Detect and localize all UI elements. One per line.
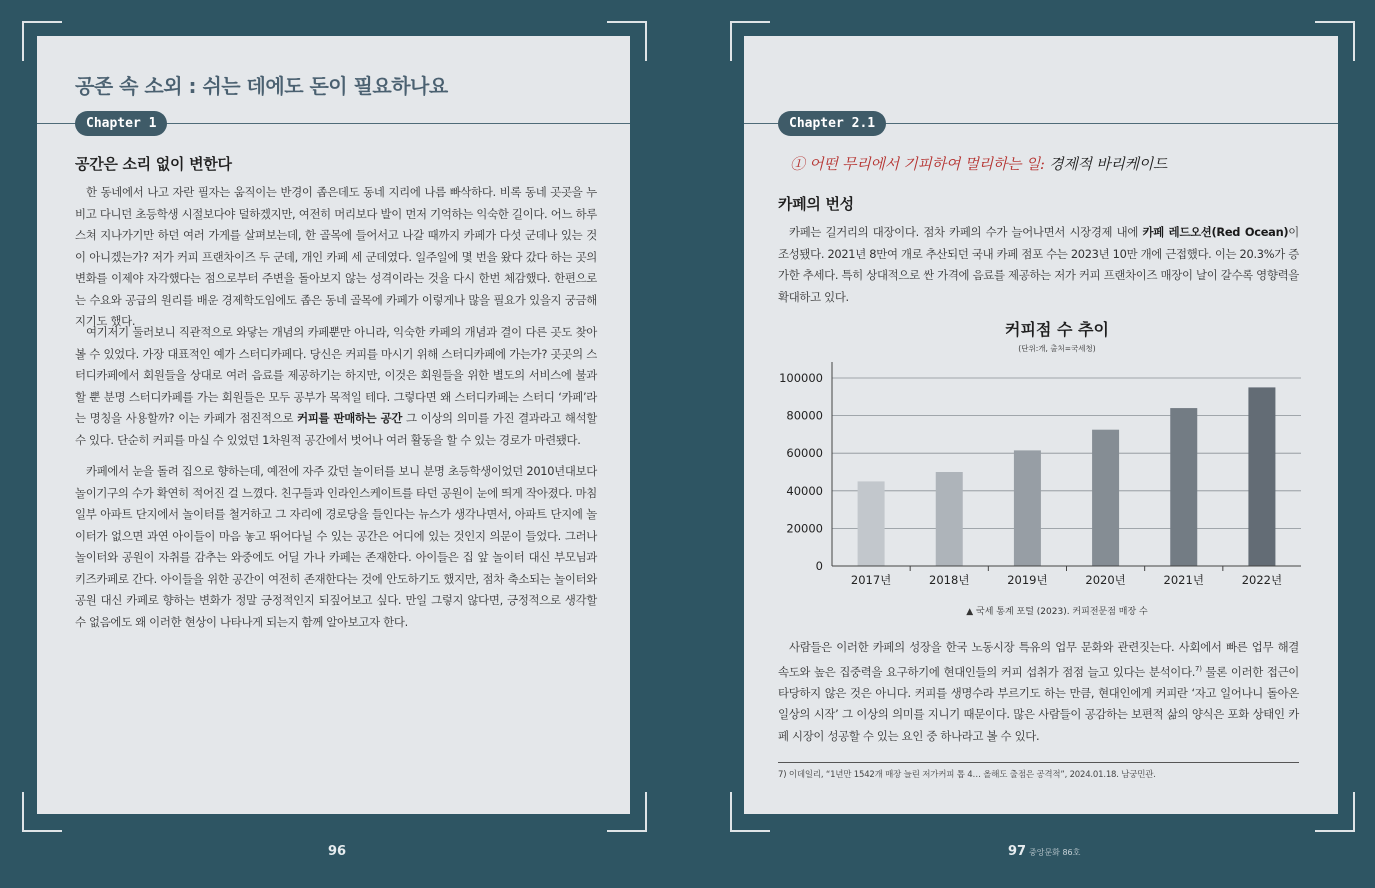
subtitle-definition: ① 어떤 무리에서 기피하여 멀리하는 일: [790, 155, 1045, 173]
text-run: 물론 이러한 접근이 타당하지 않은 것은 아니다. 커피를 생명수라 부르기도 하는 만큼, 현대인에게 커피란 ‘자고 일어나니 돌아온 일상의 시작’ 그 이상의 의미를 지니기 때문이다. 많은 사람들이 공감하는 보편적 삶의 양식은 포화 상태인 카페 시장이 성공할 수 있는 요인 중 하나라고 볼 수 있다. [778, 664, 1299, 743]
body-paragraph [75, 322, 597, 451]
section-heading: 카페의 번성 [778, 195, 854, 213]
bar-2017년 [858, 481, 885, 566]
x-tick-label: 2017년 [850, 573, 892, 587]
text-run: 사람들은 이러한 카페의 성장을 한국 노동시장 특유의 업무 문화와 관련짓는다. 사회에서 빠른 업무 해결 속도와 높은 집중력을 요구하기에 현대인들의 커피 섭취가 점점 늘고 있다는 분석이다. [778, 640, 1299, 679]
chart-subtitle: (단위:개, 출처=국세청) [1018, 344, 1096, 353]
page-number: 97 [1008, 844, 1027, 859]
section-heading: 공간은 소리 없이 변한다 [75, 155, 232, 173]
text-run: 여기저기 둘러보니 직관적으로 와닿는 개념의 카페뿐만 아니라, 익숙한 카페의 개념과 결이 다른 곳도 찾아볼 수 있었다. 가장 대표적인 예가 스터디카페다. 당신은 커피를 마시기 위해 스터디카페에 가는가? 곳곳의 스터디카페에서 회원들을 상대로 여러 음료를 제공하기는 하지만, 이것은 회원들을 위한 별도의 서비스에 불과할 뿐 분명 스터디카페를 가는 회원들은 모두 공부가 목적일 테다. 그렇다면 왜 스터디카페는 스터디 ‘카페’라는 명칭을 사용할까? 이는 카페가 점진적으로 [75, 325, 597, 425]
text-run: 한 동네에서 나고 자란 필자는 움직이는 반경이 좁은데도 동네 지리에 나름 빠삭하다. 비록 동네 곳곳을 누비고 다니던 초등학생 시절보다야 덜하겠지만, 여전히 머리보다 발이 먼저 기억하는 익숙한 길이다. 어느 하루 스쳐 지나가기만 하던 여러 가게를 살펴보는데, 한 골목에 들어서고 나갈 때까지 카페가 다섯 군데나 있는 것이 아니겠는가? 저가 커피 프랜차이즈 두 군데, 개인 카페 세 군데였다. 일주일에 몇 번을 왔다 갔다 하는 곳의 변화를 이제야 자각했다는 점으로부터 주변을 돌아보지 않는 성격이라는 것을 다시 한번 체감했다. 한편으로는 수요와 공급의 원리를 배운 경제학도임에도 좁은 동네 골목에 카페가 이렇게나 많을 필요가 있을지 궁금해지기도 했다. [75, 185, 597, 328]
body-paragraph [778, 637, 1299, 747]
emphasis-text: 카페 레드오션(Red Ocean) [1142, 225, 1289, 239]
y-tick-label: 80000 [786, 408, 823, 423]
page-title: 공존 속 소외 : 쉬는 데에도 돈이 필요하나요 [75, 74, 448, 98]
body-paragraph [75, 182, 597, 333]
footnote-divider [778, 762, 1299, 763]
chapter-subtitle [790, 153, 1167, 174]
chapter-badge: Chapter 1 [75, 111, 167, 136]
corner-mark [730, 21, 770, 61]
y-tick-label: 60000 [786, 446, 823, 461]
x-tick-label: 2020년 [1085, 573, 1126, 587]
magazine-label: 중앙문화 86호 [1029, 848, 1081, 857]
chart-caption: ▲ 국세 통계 포털 (2023). 커피전문점 매장 수 [966, 607, 1148, 617]
text-run: 그 이상의 의미를 가진 결과라고 해석할 수 있다. 단순히 커피를 마실 수 있었던 1차원적 공간에서 벗어나 여러 활동을 할 수 있는 경로가 마련됐다. [75, 411, 597, 447]
footnote-ref: 7) [1195, 664, 1202, 673]
bar-2022년 [1248, 387, 1275, 566]
corner-mark [22, 21, 62, 61]
x-tick-label: 2019년 [1007, 573, 1048, 587]
corner-mark [607, 792, 647, 832]
coffee-shop-count-chart [770, 310, 1320, 630]
corner-mark [22, 792, 62, 832]
corner-mark [607, 21, 647, 61]
y-tick-label: 20000 [786, 521, 823, 536]
page-number: 96 [328, 844, 347, 859]
subtitle-topic: 경제적 바리케이드 [1044, 155, 1168, 173]
bar-2018년 [936, 472, 963, 566]
chapter-badge: Chapter 2.1 [778, 111, 886, 136]
text-run: 카페는 길거리의 대장이다. 점차 카페의 수가 늘어나면서 시장경제 내에 [789, 225, 1143, 239]
bar-2021년 [1170, 408, 1197, 566]
bar-2019년 [1014, 450, 1041, 566]
body-paragraph [75, 461, 597, 633]
corner-mark [730, 792, 770, 832]
x-tick-label: 2021년 [1163, 573, 1204, 587]
corner-mark [1315, 21, 1355, 61]
y-tick-label: 40000 [786, 483, 823, 498]
footnote: 7) 이데일리, “1년만 1542개 매장 늘린 저가커피 톱 4… 올해도 출점은 공격적”, 2024.01.18. 남궁민관. [778, 770, 1156, 780]
bar-2020년 [1092, 430, 1119, 566]
text-run: 카페에서 눈을 돌려 집으로 향하는데, 예전에 자주 갔던 놀이터를 보니 분명 초등학생이었던 2010년대보다 놀이기구의 수가 확연히 적어진 걸 느꼈다. 친구들과 인라인스케이트를 타던 공원이 눈에 띄게 작아졌다. 마침 일부 아파트 단지에서 놀이터를 철거하고 그 자리에 경로당을 들인다는 뉴스가 생각나면서, 아파트 단지에 놀이터가 없으면 과연 아이들이 마음 놓고 뛰어다닐 수 있는 공간은 어디에 있는 것인지 의문이 들었다. 그러나 놀이터와 공원이 자취를 감추는 와중에도 어딜 가나 카페는 존재한다. 아이들은 집 앞 놀이터 대신 부모님과 키즈카페로 간다. 아이들을 위한 공간이 여전히 존재한다는 것에 안도하기도 했지만, 점차 축소되는 놀이터와 공원 대신 카페로 향하는 변화가 정말 긍정적인지 되짚어보고 싶다. 만일 그렇지 않다면, 긍정적으로 생각할 수 없음에도 왜 이러한 현상이 나타나게 되는지 함께 알아보고자 한다. [75, 464, 597, 629]
y-tick-label: 0 [815, 559, 823, 573]
emphasis-text: 커피를 판매하는 공간 [297, 411, 403, 425]
y-tick-label: 100000 [779, 371, 823, 385]
x-tick-label: 2018년 [929, 573, 970, 587]
corner-mark [1315, 792, 1355, 832]
chart-title: 커피점 수 추이 [1005, 320, 1109, 339]
text-run: 이 조성됐다. 2021년 8만여 개로 추산되던 국내 카페 점포 수는 2023년 10만 개에 근접했다. 이는 20.3%가 증가한 추세다. 특히 상대적으로 싼 가격에 음료를 제공하는 저가 커피 프랜차이즈 매장이 날이 갈수록 영향력을 확대하고 있다. [778, 225, 1300, 304]
body-paragraph [778, 222, 1299, 308]
x-tick-label: 2022년 [1241, 573, 1283, 587]
